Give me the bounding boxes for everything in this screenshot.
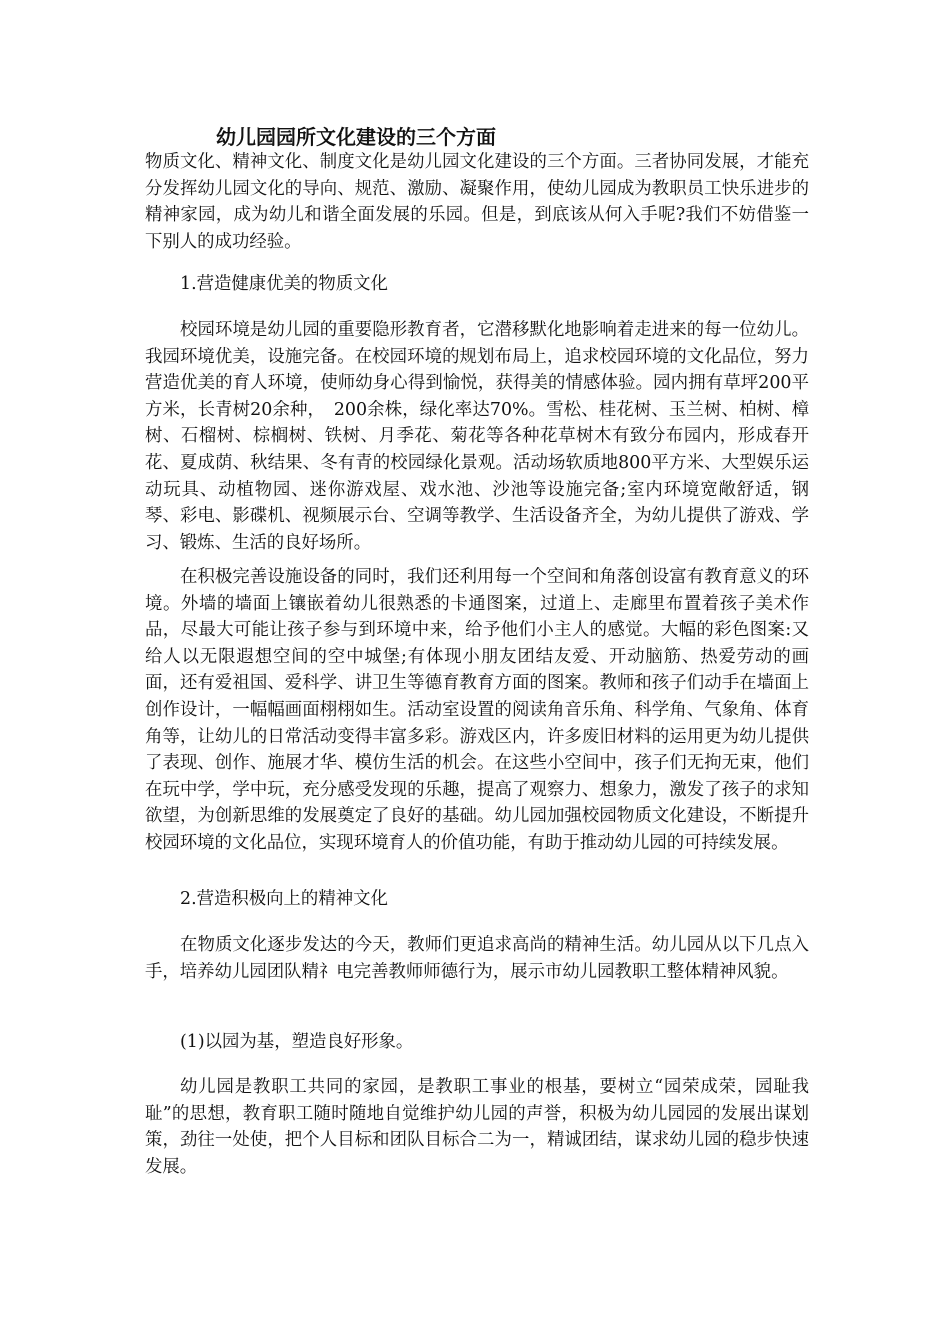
section-1-paragraph-1: 校园环境是幼儿园的重要隐形教育者，它潜移默化地影响着走进来的每一位幼儿。我园环境优美，设施完备。在校园环境的规划布局上，追求校园环境的文化品位，努力营造优美的育人环境，使师幼身心得到愉悦，获得美的情感体验。园内拥有草坪200平方米，长青树20余种， 200余株，绿化率达70%。雪松、桂花树、玉兰树、柏树、樟树、石榴树、棕榈树、铁树、月季花、菊花等各种花草树木有致分布园内，形成春开花、夏成荫、秋结果、冬有青的校园绿化景观。活动场软质地800平方米、大型娱乐运动玩具、动植物园、迷你游戏屋、戏水池、沙池等设施完备;室内环境宽敞舒适，钢琴、彩电、影碟机、视频展示台、空调等教学、生活设备齐全，为幼儿提供了游戏、学习、锻炼、生活的良好场所。 [145,320,809,553]
section-1-paragraph-2: 在积极完善设施设备的同时，我们还利用每一个空间和角落创设富有教育意义的环境。外墙的墙面上镶嵌着幼儿很熟悉的卡通图案，过道上、走廊里布置着孩子美术作品，尽最大可能让孩子参与到环境中来，给予他们小主人的感觉。大幅的彩色图案:又给人以无限遐想空间的空中城堡;有体现小朋友团结友爱、开动脑筋、热爱劳动的画面，还有爱祖国、爱科学、讲卫生等德育教育方面的图案。教师和孩子们动手在墙面上创作设计，一幅幅画面栩栩如生。活动室设置的阅读角音乐角、科学角、气象角、体育角等，让幼儿的日常活动变得丰富多彩。游戏区内，许多废旧材料的运用更为幼儿提供了表现、创作、施展才华、模仿生活的机会。在这些小空间中，孩子们无拘无束，他们在玩中学，学中玩，充分感受发现的乐趣，提高了观察力、想象力，激发了孩子的求知欲望，为创新思维的发展奠定了良好的基础。幼儿园加强校园物质文化建设，不断提升校园环境的文化品位，实现环境育人的价值功能，有助于推动幼儿园的可持续发展。 [145,567,809,853]
subsection-1-heading: (1)以园为基，塑造良好形象。 [180,1032,414,1052]
section-2-paragraph-1: 在物质文化逐步发达的今天，教师们更追求高尚的精神生活。幼儿园从以下几点入手，培养幼儿园团队精礻电完善教师师德行为，展示市幼儿园教职工整体精神风貌。 [145,935,809,982]
subsection-1-paragraph-1: 幼儿园是教职工共同的家园，是教职工事业的根基，要树立“园荣成荣，园耻我耻”的思想，教育职工随时随地自觉维护幼儿园的声誉，积极为幼儿园园的发展出谋划策，劲往一处使，把个人目标和团队目标合二为一，精诚团结，谋求幼儿园的稳步快速发展。 [145,1077,809,1177]
document-title: 幼儿园园所文化建设的三个方面 [216,125,496,149]
intro-paragraph: 物质文化、精神文化、制度文化是幼儿园文化建设的三个方面。三者协同发展，才能充分发挥幼儿园文化的导向、规范、激励、凝聚作用，使幼儿园成为教职员工快乐进步的精神家园，成为幼儿和谐全面发展的乐园。但是，到底该从何入手呢?我们不妨借鉴一下别人的成功经验。 [145,152,809,252]
section-2-heading: 2.营造积极向上的精神文化 [180,889,388,909]
section-1-heading: 1.营造健康优美的物质文化 [180,274,388,294]
